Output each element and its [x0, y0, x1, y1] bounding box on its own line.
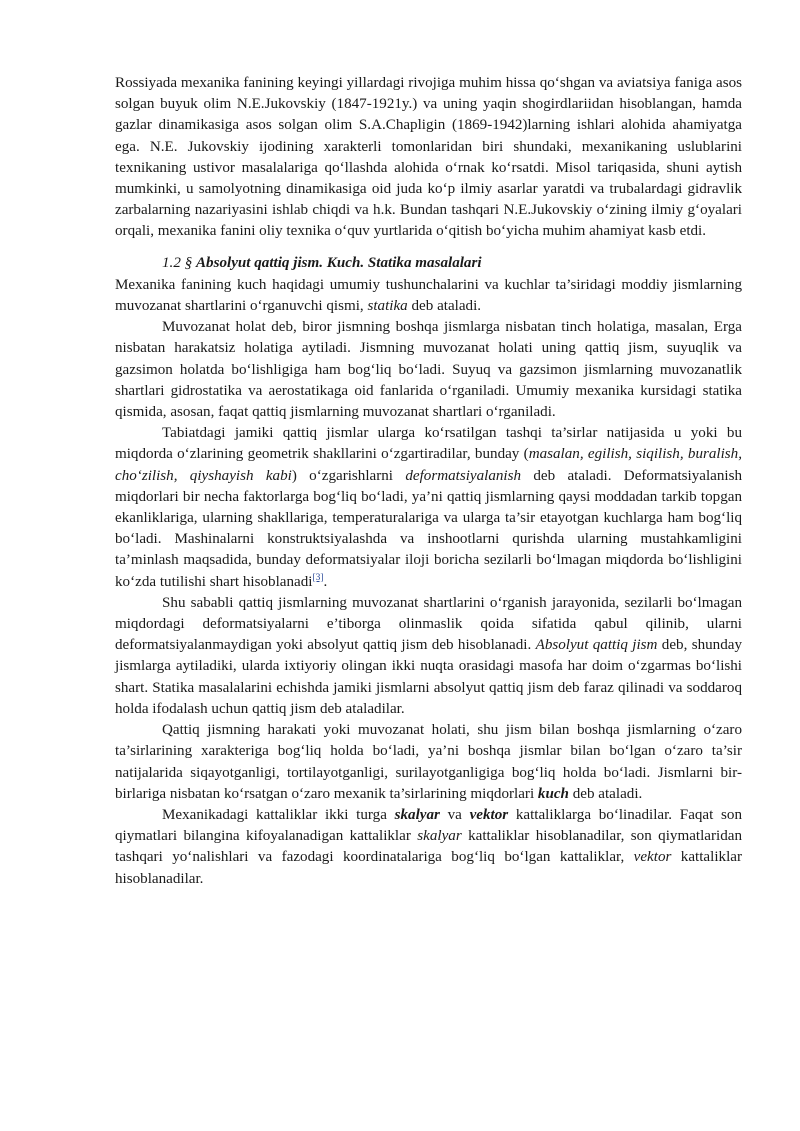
paragraph-equilibrium	[115, 317, 742, 423]
paragraph-statika-definition	[115, 275, 742, 317]
paragraph-force	[115, 720, 742, 805]
term-vektor: vektor	[469, 806, 509, 823]
text-run: .	[323, 573, 328, 590]
text-run: deb, shunday jismlarga aytiladiki, ularda ixtiyoriy olingan ikki nuqta orasidagi masofa har doim o‘zgarmas bo‘lishi shart. Statika masalalarini echishda jamiki jismlarni absolyut qattiq jism deb faraz qilinadi va soddaroq holda ifodalash uchun qattiq jism deb ataladilar.	[115, 637, 743, 717]
paragraph-history	[115, 73, 742, 243]
text-run: deb ataladi. Deformatsiyalanish miqdorlari bir necha faktorlarga bog‘liq bo‘ladi, ya’ni qattiq jismlarning qaysi moddadan tarkib topgan ekanliklariga, ularning shakllariga, temperaturalariga va ularga ta’sir etayotgan kuchlarga ham bog‘liq bo‘ladi. Mashinalarni konstruktsiyalashda va inshootlarni qurishda ularning mustahkamligini ta’minlash maqsadida, bunday deformatsiyalar iloji boricha sezilarli bo‘lmagan miqdorda bo‘lishligini ko‘zda tutilishi shart hisoblanadi	[115, 467, 742, 590]
term-statika: statika	[367, 298, 408, 315]
text-run: kattaliklarga bo‘linadilar. Faqat son qiymatlari bilangina kifoyalanadigan kattaliklar	[115, 806, 743, 845]
paragraph-deformation	[115, 423, 742, 593]
document-page	[115, 73, 742, 890]
section-heading	[115, 253, 742, 274]
text-run: kattaliklar hisoblanadilar, son qiymatlaridan tashqari yo‘nalishlari va fazodagi koordinatalariga bog‘liq bo‘lgan kattaliklar,	[115, 828, 742, 866]
term-deformatsiyalanish: deformatsiyalanish	[405, 467, 522, 484]
text-run: kattaliklar hisoblanadilar.	[115, 849, 742, 887]
term-absolyut-qattiq-jism: Absolyut qattiq jism	[535, 637, 658, 654]
text-run: deb ataladi.	[407, 298, 482, 315]
text-run: Qattiq jismning harakati yoki muvozanat holati, shu jism bilan boshqa jismlarning o‘zaro ta’sirlarining xarakteriga bog‘liq holda bo‘ladi, ya’ni boshqa jismlar bilan bo‘lgan o‘zaro ta’sir natijalarida siqayotganligi, tortilayotganligi, surilayotganligiga bog‘liq holda bo‘ladi. Jismlarni bir-birlariga nisbatan ko‘rsatgan o‘zaro mexanik ta’sirlarining miqdorlari	[115, 722, 742, 802]
paragraph-text: Rossiyada mexanika fanining keyingi yillardagi rivojiga muhim hissa qo‘shgan va aviatsiya faniga asos solgan buyuk olim N.E.Jukovskiy (1847-1921y.) va uning yaqin shogirdlariidan hisoblangan, hamda gazlar dinamikasiga asos solgan olim S.A.Chapligin (1869-1942)larning ishlari alohida ahamiyatga ega. N.E. Jukovskiy ijodining xarakterli tomonlaridan biri shundaki, mexanikaning uslublarini texnikaning ustivor masalalariga qo‘llashda alohida o‘rnak ko‘rsatdi. Misol tariqasida, shuni aytish mumkinki, u samolyotning dinamikasiga oid juda ko‘p ilmiy asarlar yaratdi va trubalardagi gidravlik zarbalarning nazariyasini ishlab chiqdi va h.k. Bundan tashqari N.E.Jukovskiy o‘zining ilmiy g‘oyalari orqali, mexanika fanini oliy texnika o‘quv yurtlarida o‘qitish bo‘yicha muhim ahamiyat kasb etdi.	[115, 75, 742, 240]
term-skalyar-italic: skalyar	[417, 828, 462, 845]
reference-link[interactable]: [3]	[312, 572, 324, 583]
text-run: Mexanikadagi kattaliklar ikki turga	[162, 806, 395, 823]
paragraph-scalar-vector	[115, 805, 742, 890]
term-skalyar: skalyar	[394, 806, 440, 823]
deformation-examples: masalan, egilish, siqilish, buralish, cho‘zilish, qiyshayish kabi	[115, 446, 742, 484]
text-run: deb ataladi.	[568, 785, 643, 802]
text-run: Shu sababli qattiq jismlarning muvozanat shartlarini o‘rganish jarayonida, sezilarli bo‘lmagan miqdordagi deformatsiyalarni e’tiborga olinmaslik qoida sifatida qabul qilinib, ularni deformatsiyalanmaydigan yoki absolyut qattiq jism deb hisoblanadi.	[115, 594, 742, 654]
paragraph-absolute-rigid-body	[115, 593, 742, 720]
section-title: Absolyut qattiq jism. Kuch. Statika masalalari	[195, 254, 482, 271]
text-run: Tabiatdagi jamiki qattiq jismlar ularga ko‘rsatilgan tashqi ta’sirlar natijasida u yoki bu miqdorda o‘zlarining geometrik shakllarini o‘zgartiradilar, bunday (	[115, 425, 742, 463]
term-vektor-italic: vektor	[633, 849, 672, 866]
section-number: 1.2 §	[162, 254, 196, 271]
text-run: Muvozanat holat deb, biror jismning boshqa jismlarga nisbatan tinch holatiga, masalan, Erga nisbatan harakatsiz holatiga aytiladi. Jismning muvozanat holati uning qattiq jism, suyuqlik va gazsimon holatda bo‘lishligiga ham bog‘liq bo‘ladi. Suyuq va gazsimon jismlarning muvozanatlik shartlari gidrostatika va aerostatikaga oid fanlarida o‘rganiladi. Umumiy mexanika kursidagi statika qismida, asosan, faqat qattiq jismlarning muvozanat shartlari o‘rganiladi.	[115, 319, 742, 421]
term-kuch: kuch	[537, 785, 569, 802]
text-run: ) o‘zgarishlarni	[291, 467, 406, 484]
text-run: va	[439, 806, 470, 823]
text-run: Mexanika fanining kuch haqidagi umumiy tushunchalarini va kuchlar ta’siridagi moddiy jismlarning muvozanat shartlarini o‘rganuvchi qismi,	[115, 276, 742, 315]
